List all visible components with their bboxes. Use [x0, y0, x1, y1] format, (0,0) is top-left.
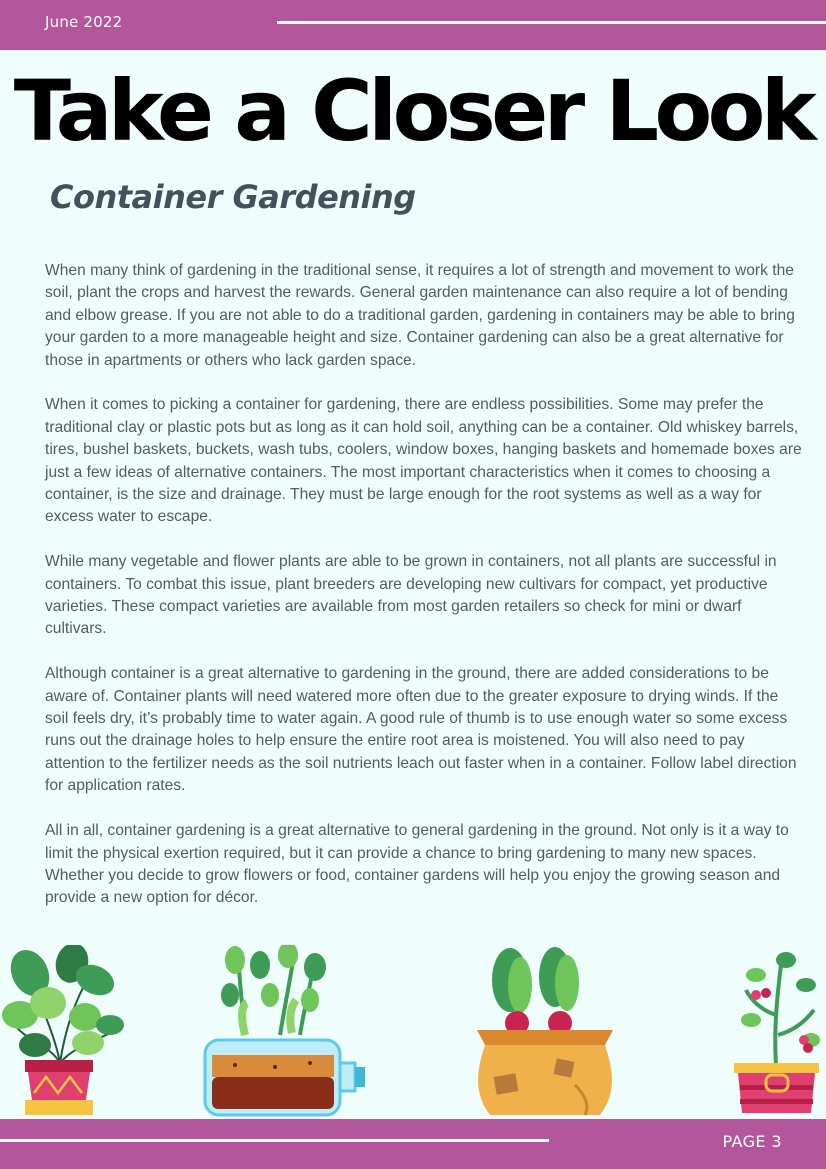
issue-date: June 2022	[45, 13, 123, 31]
page-title: Take a Closer Look	[13, 62, 813, 160]
paragraph: All in all, container gardening is a great alternative to general gardening in the ground. Not only is it a way to limit the physical exertion required, but it can provide a chance to bring gardening to many new spaces. Whether you decide to grow flowers or food, container gardens will help you enjoy the growing season and provide a new option for décor.	[45, 822, 789, 907]
paragraph: Although container is a great alternative to gardening in the ground, there are added considerations to be aware of. Container plants will need watered more often due to the greater exposure to drying winds. If the soil feels dry, it’s probably time to water again. A good rule of thumb is to use enough water so some excess runs out the drainage holes to help ensure the entire root area is moistened. You will also need to pay attention to the fertilizer needs as the soil nutrients leach out faster when in a container. Follow label direction for application rates.	[45, 665, 797, 795]
paragraph: When many think of gardening in the traditional sense, it requires a lot of strength and movement to work the soil, plant the crops and harvest the rewards. General garden maintenance can also require a lot of bending and elbow grease. If you are not able to do a traditional garden, gardening in containers may be able to bring your garden to a more manageable height and size. Container gardening can also be a great alternative for those in apartments or others who lack garden space.	[45, 262, 795, 369]
bottle-planter-icon	[200, 945, 370, 1120]
paragraph: While many vegetable and flower plants are able to be grown in containers, not all plants are successful in containers. To combat this issue, plant breeders are developing new cultivars for compact, yet productive varieties. These compact varieties are available from most garden retailers so check for mini or dwarf cultivars.	[45, 553, 777, 638]
burlap-sack-radish-icon	[465, 945, 625, 1120]
page-number: PAGE 3	[722, 1132, 782, 1151]
header-rule	[277, 21, 826, 24]
paragraph: When it comes to picking a container for gardening, there are endless possibilities. Some may prefer the traditional clay or plastic pots but as long as it can hold soil, anything can be a container. Old whiskey barrels, tires, bushel baskets, buckets, wash tubs, coolers, window boxes, hanging baskets and homemade boxes are just a few ideas of alternative containers. The most important characteristics when it comes to choosing a container, is the size and drainage. They must be large enough for the root systems as well as a way for excess water to escape.	[45, 396, 802, 526]
footer-band	[0, 1119, 826, 1169]
footer-rule	[0, 1139, 549, 1142]
section-subtitle: Container Gardening	[50, 178, 416, 216]
article-body	[45, 260, 805, 932]
header-band	[0, 0, 826, 50]
tomato-pot-icon	[726, 945, 826, 1120]
potted-leafy-plant-icon	[0, 945, 130, 1120]
